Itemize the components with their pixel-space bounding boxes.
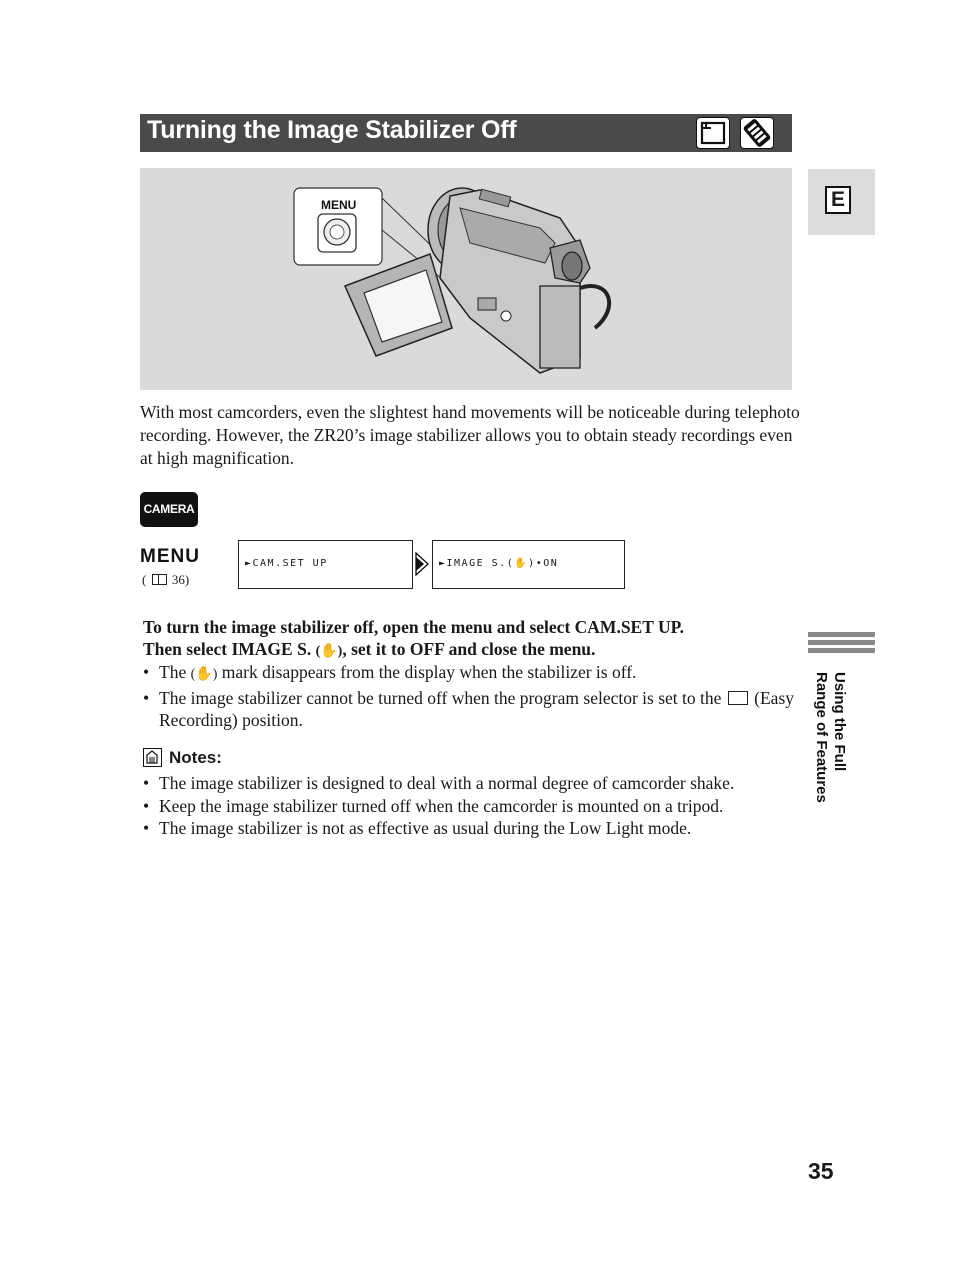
next-step-arrow-icon	[415, 552, 429, 576]
stabilizer-hand-icon: (✋)	[315, 644, 343, 659]
camera-mode-badge: CAMERA	[140, 492, 198, 527]
screen2-prefix: ►IMAGE S.	[439, 558, 507, 569]
screen2-suffix: •ON	[535, 558, 559, 569]
menu-page-reference	[142, 572, 189, 588]
page-title: Turning the Image Stabilizer Off	[147, 116, 517, 144]
wireless-remote-icon	[740, 117, 774, 149]
camcorder-illustration	[140, 168, 792, 390]
list-item: • Keep the image stabilizer turned off when the camcorder is mounted on a tripod.	[143, 795, 803, 818]
divider	[808, 632, 875, 637]
language-tab	[808, 169, 875, 235]
book-icon	[152, 574, 167, 585]
tape-mode-icon	[696, 117, 730, 149]
intro-paragraph: With most camcorders, even the slightest hand movements will be noticeable during telephoto recording. However, the ZR20’s image stabilizer allows you to obtain steady recordings even at high magnification.	[140, 402, 800, 468]
bullet-2a: The image stabilizer cannot be turned off when the program selector is set to the	[159, 687, 726, 708]
menu-button-label: MENU	[321, 198, 357, 212]
list-item: • The image stabilizer is designed to deal with a normal degree of camcorder shake.	[143, 772, 803, 795]
easy-recording-icon	[728, 691, 748, 705]
instruction-line-1: To turn the image stabilizer off, open the menu and select CAM.SET UP.	[143, 617, 685, 637]
instruction-line-2a: Then select IMAGE S.	[143, 639, 316, 659]
notes-heading	[143, 748, 222, 768]
notes-heading-text: Notes:	[169, 748, 222, 767]
section-marker-bars	[808, 632, 875, 656]
screen1-text: ►CAM.SET UP	[245, 558, 328, 569]
instruction-line-2	[143, 638, 803, 663]
section-label-line-1: Using the Full	[831, 672, 848, 772]
bullet-2b: (Easy Recording) position.	[159, 687, 795, 730]
instruction-block	[143, 616, 803, 663]
section-label-line-2: Range of Features	[813, 672, 830, 803]
list-item	[143, 687, 803, 732]
notes-icon	[143, 748, 162, 767]
stabilizer-hand-icon: (✋)	[190, 667, 218, 682]
menu-label: MENU	[140, 546, 200, 567]
menu-ref-page: 36)	[171, 572, 190, 587]
page-number: 35	[808, 1158, 834, 1184]
language-letter: E	[825, 186, 851, 214]
bullet-1a: The	[159, 662, 191, 682]
instruction-bullets	[143, 661, 803, 732]
list-item: • The image stabilizer is not as effective as usual during the Low Light mode.	[143, 817, 803, 840]
stabilizer-hand-icon: (✋)	[506, 558, 536, 569]
menu-screen-image-s	[432, 540, 625, 589]
menu-screen-cam-set-up	[238, 540, 413, 589]
divider	[808, 648, 875, 653]
section-side-label	[808, 672, 848, 832]
section-title-bar	[140, 114, 792, 152]
instruction-line-2b: , set it to OFF and close the menu.	[342, 639, 596, 659]
notes-list	[143, 772, 803, 840]
list-item	[143, 661, 803, 687]
menu-ref-open: (	[142, 572, 147, 587]
divider	[808, 640, 875, 645]
bullet-1b: mark disappears from the display when the stabilizer is off.	[217, 662, 637, 682]
